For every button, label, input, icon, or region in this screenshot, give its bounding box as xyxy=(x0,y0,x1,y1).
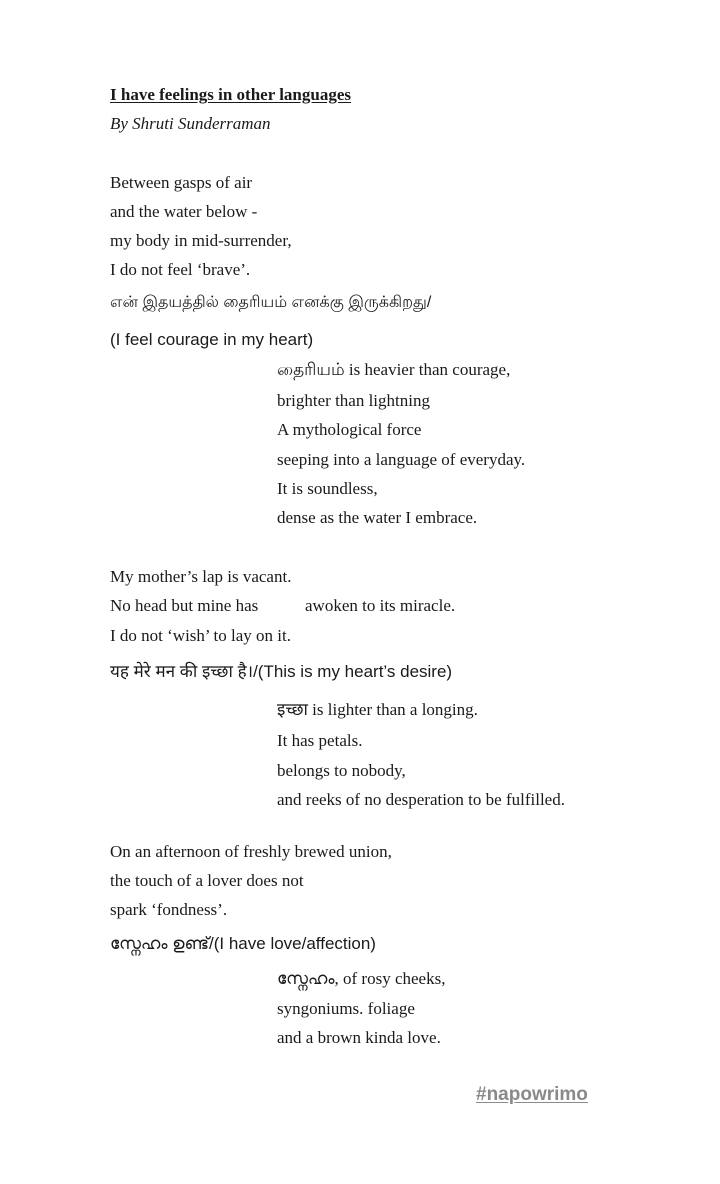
stanza2-indented-line: It has petals. xyxy=(277,731,363,750)
stanza2-line: My mother’s lap is vacant. xyxy=(110,567,292,586)
stanza1-line: Between gasps of air xyxy=(110,173,253,192)
stanza3-line: spark ‘fondness’. xyxy=(110,900,228,919)
stanza1-indented-line: It is soundless, xyxy=(277,479,378,498)
stanza1-line: and the water below - xyxy=(110,202,258,221)
stanza2-indented-line: इच्छा is lighter than a longing. xyxy=(277,700,478,719)
stanza3-native-line: സ്നേഹം ഉണ്ട്/(I have love/affection) xyxy=(110,934,376,953)
stanza1-indented-line: seeping into a language of everyday. xyxy=(277,450,526,469)
stanza1-translation: (I feel courage in my heart) xyxy=(110,330,314,349)
stanza3-indented-line: സ്നേഹം, of rosy cheeks, xyxy=(277,969,446,988)
stanza2-line: awoken to its miracle. xyxy=(305,596,456,615)
stanza3-line: the touch of a lover does not xyxy=(110,871,304,890)
stanza1-indented-line: A mythological force xyxy=(277,420,422,439)
stanza1-line: my body in mid-surrender, xyxy=(110,231,292,250)
stanza1-native-line: என் இதயத்தில் தைரியம் எனக்கு இருக்கிறது/ xyxy=(110,294,432,311)
stanza2-indented-line: belongs to nobody, xyxy=(277,761,406,780)
stanza1-line: I do not feel ‘brave’. xyxy=(110,260,251,279)
stanza1-indented-line: தைரியம் is heavier than courage, xyxy=(277,360,511,379)
stanza2-line: No head but mine has xyxy=(110,596,259,615)
stanza2-indented-line: and reeks of no desperation to be fulfilled. xyxy=(277,790,565,809)
stanza1-indented-line: brighter than lightning xyxy=(277,391,430,410)
hashtag-link[interactable]: #napowrimo xyxy=(476,1084,588,1105)
poem-title: I have feelings in other languages xyxy=(110,85,352,104)
stanza3-line: On an afternoon of freshly brewed union, xyxy=(110,842,392,861)
stanza3-indented-line: and a brown kinda love. xyxy=(277,1028,441,1047)
poem-byline: By Shruti Sunderraman xyxy=(110,114,271,133)
stanza1-indented-line: dense as the water I embrace. xyxy=(277,508,478,527)
stanza2-native-line: यह मेरे मन की इच्छा है।/(This is my heart’s desire) xyxy=(110,662,453,681)
stanza3-indented-line: syngoniums. foliage xyxy=(277,999,415,1018)
stanza2-line: I do not ‘wish’ to lay on it. xyxy=(110,626,291,645)
